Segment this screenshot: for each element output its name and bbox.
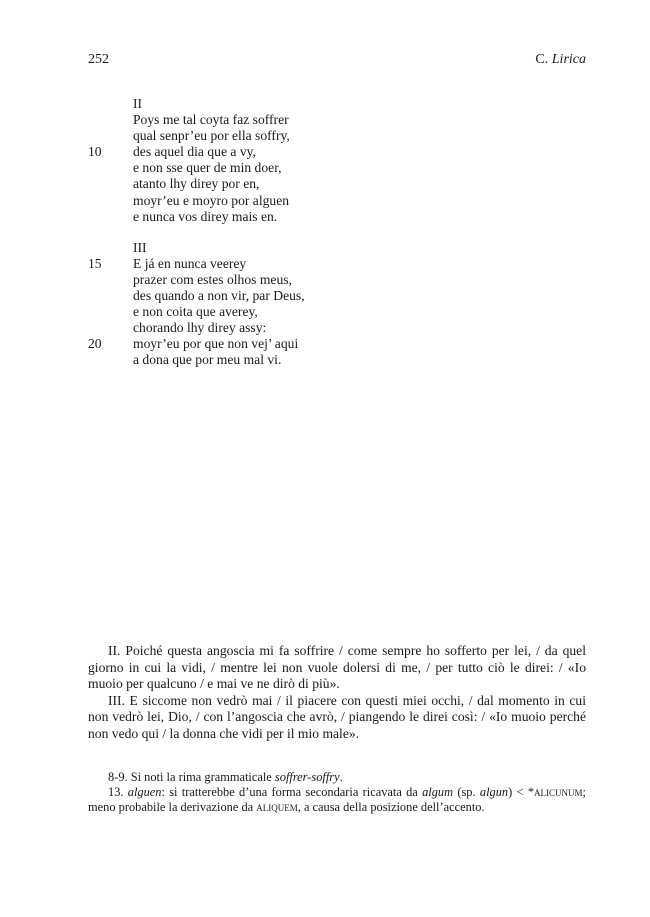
line-text: E já en nunca veerey: [133, 255, 247, 271]
line-number: 10: [88, 144, 102, 160]
poem-line: [88, 352, 388, 368]
translation: [88, 643, 586, 743]
line-text: des quando a non vir, par Deus,: [133, 288, 305, 304]
poem-line: [88, 128, 388, 144]
page-number: 252: [88, 52, 109, 67]
line-text: chorando lhy direy assy:: [133, 320, 267, 336]
line-text: atanto lhy direy por en,: [133, 176, 260, 192]
stanza-numeral: II: [133, 96, 143, 111]
line-number: 15: [88, 255, 102, 271]
line-text: e nunca vos direy mais en.: [133, 208, 278, 224]
line-text: qual senpr’eu por ella soffry,: [133, 128, 290, 144]
section-title: Lirica: [551, 52, 586, 67]
translation-paragraph: II. Poiché questa angoscia mi fa soffrire / come sempre ho sofferto per lei, / da quel giorno in cui la vidi, / mentre lei non vuole dolersi di me, / per tutto ciò le direi: / «Io muoio per qualcuno / e mai ve ne dirò di più».: [88, 643, 586, 692]
footnote: 8-9. Si noti la rima grammaticale soffrer-soffry.: [108, 770, 343, 784]
poem-line: [88, 272, 388, 288]
poem-line: [88, 256, 388, 272]
poem-line: [88, 304, 388, 320]
section-letter: C.: [535, 52, 549, 67]
poem-line: [88, 193, 388, 209]
poem-line: [88, 209, 388, 225]
line-text: des aquel dia que a vy,: [133, 144, 256, 160]
line-number: 20: [88, 336, 102, 352]
poem-line: [88, 320, 388, 336]
line-text: moyr’eu e moyro por alguen: [133, 192, 290, 208]
line-text: moyr’eu por que non vej’ aqui: [133, 336, 299, 352]
stanza-3: [88, 256, 388, 369]
poem-line: [88, 288, 388, 304]
poem-line: [88, 336, 388, 352]
footnote: 13. alguen: si tratterebbe d’una forma secondaria ricavata da algum (sp. algun) < *alicunum; meno probabile la derivazione da aliquem, a causa della posizione dell’accento.: [88, 785, 586, 815]
stanza-numeral: III: [133, 239, 147, 255]
poem-line: [88, 144, 388, 160]
running-head: [535, 52, 586, 68]
line-text: prazer com estes olhos meus,: [133, 271, 292, 287]
page-header: [88, 52, 586, 70]
line-text: e non sse quer de min doer,: [133, 160, 282, 176]
line-text: Poys me tal coyta faz soffrer: [133, 112, 289, 128]
translation-paragraph: III. E siccome non vedrò mai / il piacere con questi miei occhi, / dal momento in cui non vedrò lei, Dio, / con l’angoscia che avrò, / piangendo le direi così: / «Io muoio perché non vedo qui / la donna che vidi per il mio male».: [88, 692, 586, 741]
line-text: e non coita que averey,: [133, 304, 258, 320]
stanza-2: [88, 112, 388, 225]
footnotes: [88, 770, 586, 816]
poem-line: [88, 176, 388, 192]
poem-line: [88, 160, 388, 176]
line-text: a dona que por meu mal vi.: [133, 352, 282, 368]
poem: [88, 96, 388, 369]
poem-line: [88, 112, 388, 128]
